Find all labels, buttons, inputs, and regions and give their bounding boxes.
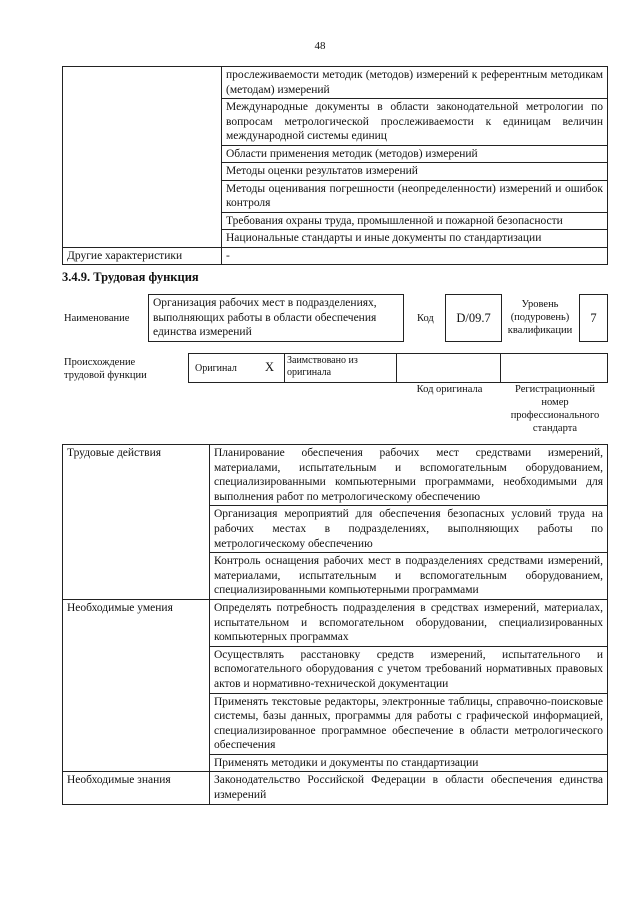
reg-number-label: Регистрационный номер профессионального стандарта [510,384,600,434]
table-cell: Организация мероприятий для обеспечения безопасных условий труда на рабочих местах в подразделениях, выполняющих работы по метрологическому обеспечению [210,506,608,553]
level-label: Уровень (подуровень) квалификации [507,299,573,336]
table-cell: Планирование обеспечения рабочих мест средствами измерений, материалами, испытательным и вспомогательным оборудованием, специализированными компьютерными программами, необходимыми для выполнения работ по метрологическому обеспечению [210,445,608,506]
reg-number-cell [500,353,608,383]
table-cell: Международные документы в области законодательной метрологии по вопросам метрологической прослеживаемости к единицам величин международной системы единиц [222,99,608,146]
table-cell: Осуществлять расстановку средств измерений, испытательного и вспомогательного оборудования с учетом требований нормативных правовых актов и нормативно-технической документации [210,646,608,693]
table-cell: Применять текстовые редакторы, электронные таблицы, справочно-поисковые системы, базы данных, программы для работы с графической информацией, специализированное программное обеспечение в области метрологического обеспечения [210,693,608,754]
table-cell: - [222,247,608,265]
group-label-skills: Необходимые умения [63,599,210,772]
borrowed-cell: Заимствовано из оригинала [284,353,397,383]
table-row [63,247,608,265]
page-number: 48 [314,40,326,52]
table-cell-empty [63,67,222,248]
original-mark: X [265,360,275,374]
table-row [63,445,608,506]
table-cell: Требования охраны труда, промышленной и пожарной безопасности [222,212,608,230]
code-original-cell [396,353,501,383]
section-title: 3.4.9. Трудовая функция [62,270,199,284]
origin-row [188,353,608,383]
original-label: Оригинал [195,363,237,374]
table-cell: Области применения методик (методов) измерений [222,145,608,163]
group-label-actions: Трудовые действия [63,445,210,600]
table-cell: Методы оценки результатов измерений [222,163,608,181]
code-original-label: Код оригинала [416,384,483,395]
continuation-table [62,66,608,265]
function-name-box: Организация рабочих мест в подразделениях, выполняющих работы в области обеспечения единства измерений [148,294,404,342]
group-label-knowledge: Необходимые знания [63,772,210,804]
origin-label: Происхождение трудовой функции [64,357,147,381]
function-details-table [62,444,608,805]
table-cell: Контроль оснащения рабочих мест в подразделениях средствами измерений, материалами, испытательным и вспомогательным оборудованием, специализированными компьютерными программами [210,553,608,600]
code-label: Код [417,313,434,324]
level-value-box: 7 [579,294,608,342]
table-row [63,599,608,646]
function-code-box: D/09.7 [445,294,502,342]
table-cell: Методы оценивания погрешности (неопределенности) измерений и ошибок контроля [222,180,608,212]
name-label: Наименование [64,313,130,324]
table-cell: прослеживаемости методик (методов) измерений к референтным методикам (методам) измерений [222,67,608,99]
row-label: Другие характеристики [63,247,222,265]
table-cell: Национальные стандарты и иные документы по стандартизации [222,230,608,248]
table-cell: Определять потребность подразделения в средствах измерений, материалах, испытательном и вспомогательном оборудовании, специализированных компьютерных программах [210,599,608,646]
table-cell: Законодательство Российской Федерации в области обеспечения единства измерений [210,772,608,804]
table-row [63,67,608,99]
original-cell [188,353,285,383]
table-cell: Применять методики и документы по стандартизации [210,754,608,772]
table-row [63,772,608,804]
